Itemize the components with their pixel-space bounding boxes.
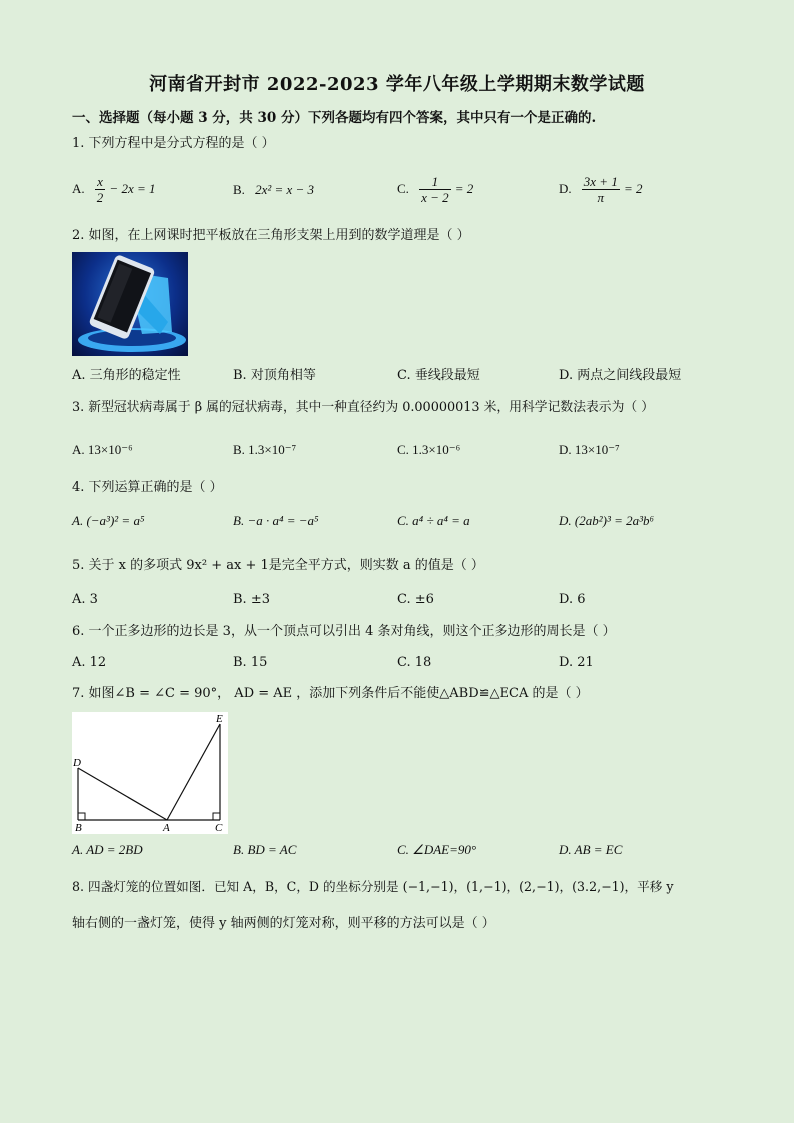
question-5-stem: 5. 关于 x 的多项式 9x² + ax + 1是完全平方式，则实数 a 的值是（ ） [72,558,484,573]
q7-option-b: B. BD = AC [233,842,297,857]
tablet-on-stand-illustration [72,252,188,356]
denominator: π [597,190,605,205]
numerator: 1 [419,174,451,190]
question-6-stem: 6. 一个正多边形的边长是 3，从一个顶点可以引出 4 条对角线，则这个正多边形的周长是（ ） [72,624,616,639]
expression: − 2x = 1 [109,181,156,196]
option-label: A. [72,181,85,196]
question-6-options [72,655,732,679]
q6-option-a: A. 12 [72,655,107,670]
q7-option-d: D. AB = EC [559,842,623,857]
q2-option-c: C. 垂线段最短 [397,368,480,383]
q6-option-b: B. 15 [233,655,268,670]
label-b: B [75,822,82,834]
expression: = 2 [454,181,474,196]
q1-option-b [233,182,314,198]
label-a: A [163,822,170,834]
fraction [582,174,620,205]
fraction [419,174,451,205]
geometry-diagram [72,712,228,834]
q3-option-d: D. 13×10⁻⁷ [559,442,620,457]
q4-option-b: B. −a · a⁴ = −a⁵ [233,513,319,528]
question-7-options [72,842,732,866]
q1-option-c [397,174,473,205]
q1-option-a [72,174,156,205]
q4-option-c: C. a⁴ ÷ a⁴ = a [397,513,470,528]
q5-option-a: A. 3 [72,592,98,607]
question-7-stem: 7. 如图∠B = ∠C = 90°， AD = AE ，添加下列条件后不能使△ABD≌△ECA 的是（ ） [72,686,589,701]
expression: 2x² = x − 3 [255,182,315,197]
denominator: 2 [96,190,104,205]
question-8-line-2: 轴右侧的一盏灯笼，使得 y 轴两侧的灯笼对称，则平移的方法可以是（ ） [72,916,495,931]
fraction [95,174,106,205]
q2-option-d: D. 两点之间线段最短 [559,368,682,383]
q4-option-a: A. (−a³)² = a⁵ [72,513,145,528]
numerator: x [95,174,106,190]
question-4-stem: 4. 下列运算正确的是（ ） [72,480,223,495]
section-heading: 一、选择题（每小题 3 分，共 30 分）下列各题均有四个答案，其中只有一个是正确的. [72,110,597,126]
page-title: 河南省开封市 2022-2023 学年八年级上学期期末数学试题 [149,74,645,95]
expression: = 2 [623,181,643,196]
q2-option-a: A. 三角形的稳定性 [72,368,181,383]
question-2-stem: 2. 如图，在上网课时把平板放在三角形支架上用到的数学道理是（ ） [72,228,470,243]
label-e: E [216,713,223,725]
label-d: D [73,757,81,769]
q5-option-b: B. ±3 [233,592,270,607]
denominator: x − 2 [421,190,449,205]
question-4-options [72,513,732,537]
q6-option-d: D. 21 [559,655,594,670]
question-2-options [72,364,732,388]
numerator: 3x + 1 [583,174,618,189]
question-1-options [72,174,732,205]
q3-option-c: C. 1.3×10⁻⁶ [397,442,461,457]
q3-option-a: A. 13×10⁻⁶ [72,442,133,457]
q2-option-b: B. 对顶角相等 [233,368,316,383]
q5-option-c: C. ±6 [397,592,434,607]
question-5-options [72,592,732,616]
q4-option-d: D. (2ab²)³ = 2a³b⁶ [559,513,655,528]
question-3-options [72,442,732,466]
q6-option-c: C. 18 [397,655,432,670]
q1-option-d [559,174,643,205]
q3-option-b: B. 1.3×10⁻⁷ [233,442,297,457]
q7-option-c: C. ∠DAE=90° [397,842,477,857]
question-8-line-1: 8. 四盏灯笼的位置如图．已知 A，B，C，D 的坐标分别是 (−1,−1)，(1,−1)，(2,−1)，(3.2,−1)，平移 y [72,879,674,894]
option-label: B. [233,182,245,197]
q5-option-d: D. 6 [559,592,586,607]
question-3-stem: 3. 新型冠状病毒属于 β 属的冠状病毒，其中一种直径约为 0.00000013 米，用科学记数法表示为（ ） [72,400,655,415]
option-label: D. [559,181,572,196]
triangle-figure [72,712,228,838]
question-1-stem: 1. 下列方程中是分式方程的是（ ） [72,136,275,151]
q7-option-a: A. AD = 2BD [72,842,143,857]
tablet-stand-photo [72,252,188,356]
label-c: C [215,822,223,834]
option-label: C. [397,181,409,196]
